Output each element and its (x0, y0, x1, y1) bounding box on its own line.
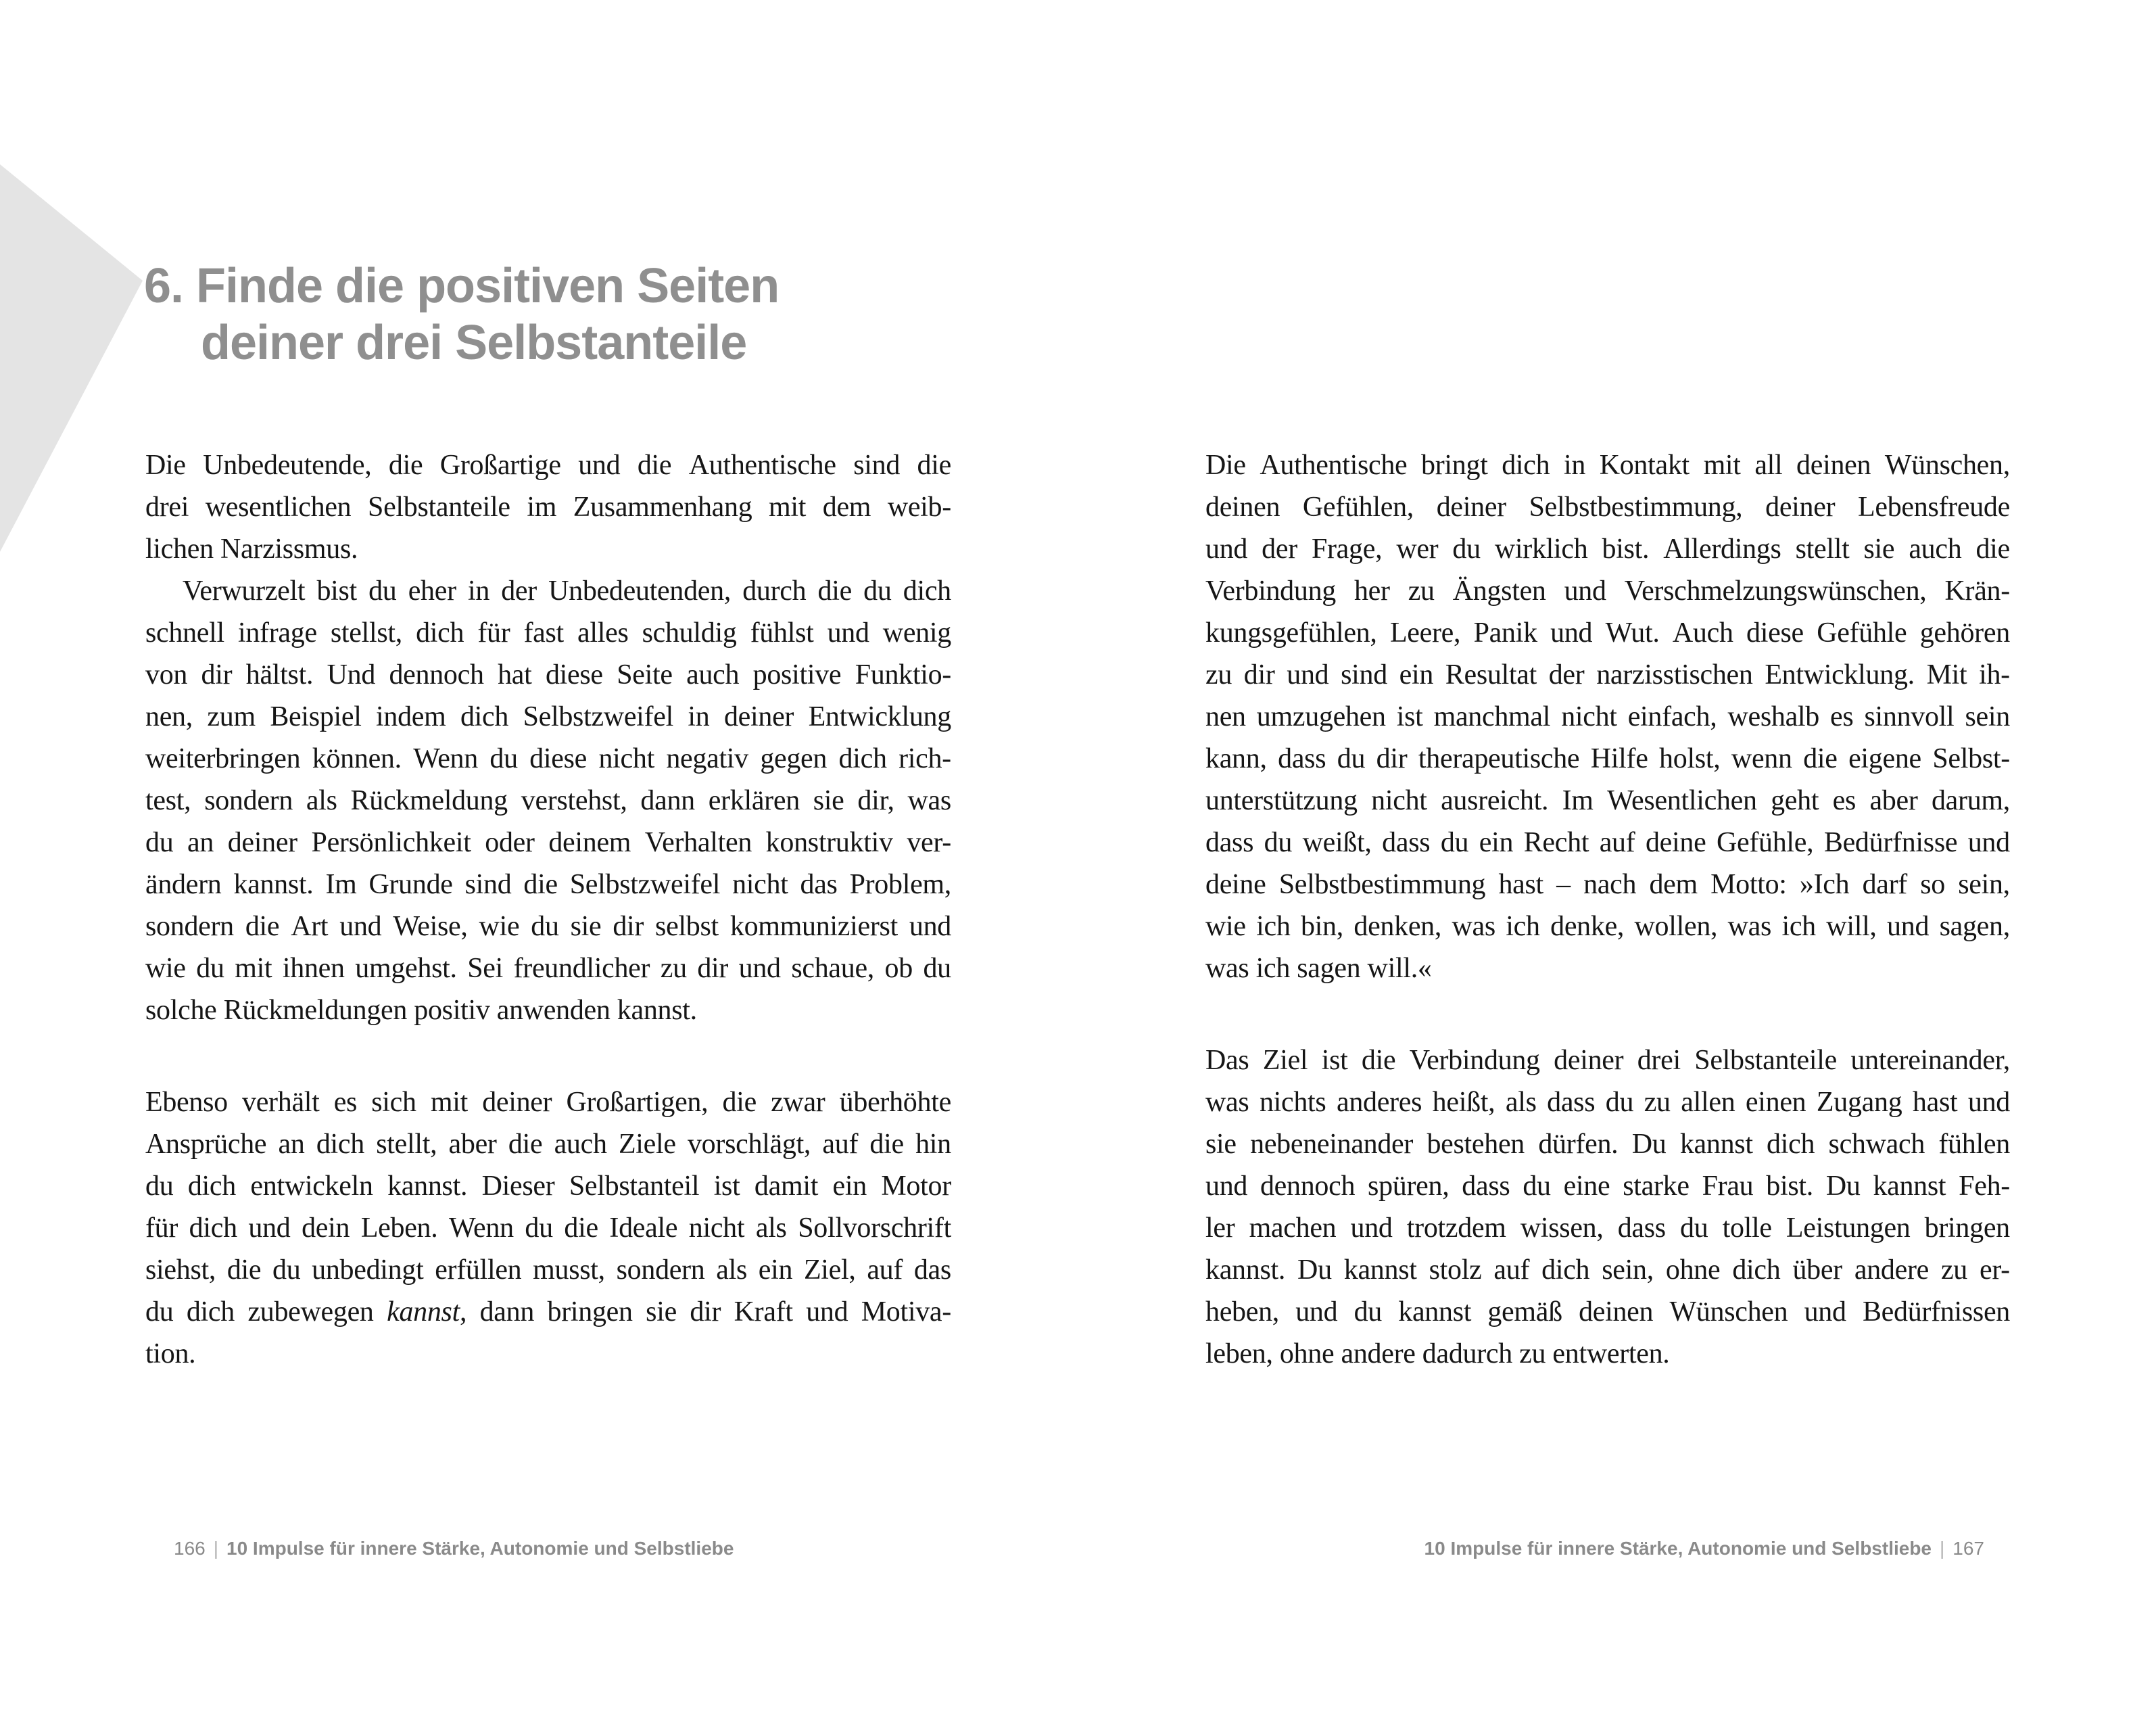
paragraph (145, 570, 951, 1031)
text-line: du dich entwickeln kannst. Dieser Selbstanteil ist damit ein Motor (145, 1171, 951, 1202)
footer-right (1424, 1537, 1984, 1560)
text-line: drei wesentlichen Selbstanteile im Zusammenhang mit dem weib- (145, 492, 951, 523)
running-book-title: 10 Impulse für innere Stärke, Autonomie und Selbstliebe (226, 1538, 734, 1559)
chapter-heading (144, 258, 1091, 371)
text-line: du dich zubewegen kannst, dann bringen sie dir Kraft und Motiva- (145, 1296, 951, 1327)
text-line: lichen Narzissmus. (145, 534, 358, 565)
text-line: kann, dass du dir therapeutische Hilfe holst, wenn die eigene Selbst- (1205, 743, 2010, 774)
text-line: leben, ohne andere dadurch zu entwerten. (1205, 1338, 1670, 1369)
text-line: dass du weißt, dass du ein Recht auf deine Gefühle, Bedürfnisse und (1205, 827, 2010, 858)
text-line: test, sondern als Rückmeldung verstehst, dann erklären sie dir, was (145, 785, 951, 816)
text-line: und der Frage, wer du wirklich bist. Allerdings stellt sie auch die (1205, 534, 2010, 565)
chapter-heading-line1: 6. Finde die positiven Seiten (144, 259, 780, 313)
paragraph (1205, 444, 2010, 989)
page-number-right: 167 (1953, 1538, 1984, 1559)
footer-separator: | (1940, 1538, 1945, 1559)
text-line: Verwurzelt bist du eher in der Unbedeutenden, durch die du dich (183, 575, 951, 607)
text-line: was ich sagen will.« (1205, 953, 1432, 984)
chapter-heading-line2: deiner drei Selbstanteile (201, 316, 747, 370)
text-line: und dennoch spüren, dass du eine starke Frau bist. Du kannst Feh- (1205, 1171, 2010, 1202)
text-line: was nichts anderes heißt, als dass du zu allen einen Zugang hast und (1205, 1087, 2010, 1118)
text-line: sie nebeneinander bestehen dürfen. Du kannst dich schwach fühlen (1205, 1129, 2010, 1160)
text-line: kannst. Du kannst stolz auf dich sein, ohne dich über andere zu er- (1205, 1254, 2010, 1286)
text-line: schnell infrage stellst, dich für fast alles schuldig fühlst und wenig (145, 617, 951, 649)
text-line: siehst, die du unbedingt erfüllen musst, sondern als ein Ziel, auf das (145, 1254, 951, 1286)
text-line: Die Unbedeutende, die Großartige und die Authentische sind die (145, 450, 951, 481)
text-line: weiterbringen können. Wenn du diese nicht negativ gegen dich rich- (145, 743, 951, 774)
text-line: Das Ziel ist die Verbindung deiner drei Selbstanteile untereinander, (1205, 1045, 2010, 1076)
footer-left (174, 1537, 734, 1560)
text-line: heben, und du kannst gemäß deinen Wünschen und Bedürfnissen (1205, 1296, 2010, 1327)
text-line: Die Authentische bringt dich in Kontakt mit all deinen Wünschen, (1205, 450, 2010, 481)
text-line: ändern kannst. Im Grunde sind die Selbstzweifel nicht das Problem, (145, 869, 951, 900)
text-line: unterstützung nicht ausreicht. Im Wesentlichen geht es aber darum, (1205, 785, 2010, 816)
text-line: sondern die Art und Weise, wie du sie dir selbst kommunizierst und (145, 911, 951, 942)
text-line: solche Rückmeldungen positiv anwenden kannst. (145, 995, 697, 1026)
text-line: deine Selbstbestimmung hast – nach dem Motto: »Ich darf so sein, (1205, 869, 2010, 900)
paragraph (145, 1081, 951, 1375)
text-line: Ebenso verhält es sich mit deiner Großartigen, die zwar überhöhte (145, 1087, 951, 1118)
body-text-left (145, 444, 951, 1375)
text-line: wie du mit ihnen umgehst. Sei freundlicher zu dir und schaue, ob du (145, 953, 951, 984)
text-line: ler machen und trotzdem wissen, dass du tolle Leistungen bringen (1205, 1213, 2010, 1244)
footer-separator: | (213, 1538, 218, 1559)
page-number-left: 166 (174, 1538, 206, 1559)
body-text-right (1205, 444, 2010, 1375)
text-line: für dich und dein Leben. Wenn du die Ideale nicht als Sollvorschrift (145, 1213, 951, 1244)
text-line: wie ich bin, denken, was ich denke, wollen, was ich will, und sagen, (1205, 911, 2010, 942)
text-line: nen, zum Beispiel indem dich Selbstzweifel in deiner Entwicklung (145, 701, 951, 732)
text-line: von dir hältst. Und dennoch hat diese Seite auch positive Funktio- (145, 659, 951, 690)
text-line: Verbindung her zu Ängsten und Verschmelzungswünschen, Krän- (1205, 575, 2010, 607)
text-line: nen umzugehen ist manchmal nicht einfach, weshalb es sinnvoll sein (1205, 701, 2010, 732)
text-line: zu dir und sind ein Resultat der narzisstischen Entwicklung. Mit ih- (1205, 659, 2010, 690)
text-line: du an deiner Persönlichkeit oder deinem Verhalten konstruktiv ver- (145, 827, 951, 858)
text-line: deinen Gefühlen, deiner Selbstbestimmung, deiner Lebensfreude (1205, 492, 2010, 523)
paragraph (1205, 1039, 2010, 1375)
running-book-title: 10 Impulse für innere Stärke, Autonomie und Selbstliebe (1424, 1538, 1932, 1559)
text-line: kungsgefühlen, Leere, Panik und Wut. Auch diese Gefühle gehören (1205, 617, 2010, 649)
text-line: tion. (145, 1338, 196, 1369)
paragraph (145, 444, 951, 570)
text-line: Ansprüche an dich stellt, aber die auch Ziele vorschlägt, auf die hin (145, 1129, 951, 1160)
